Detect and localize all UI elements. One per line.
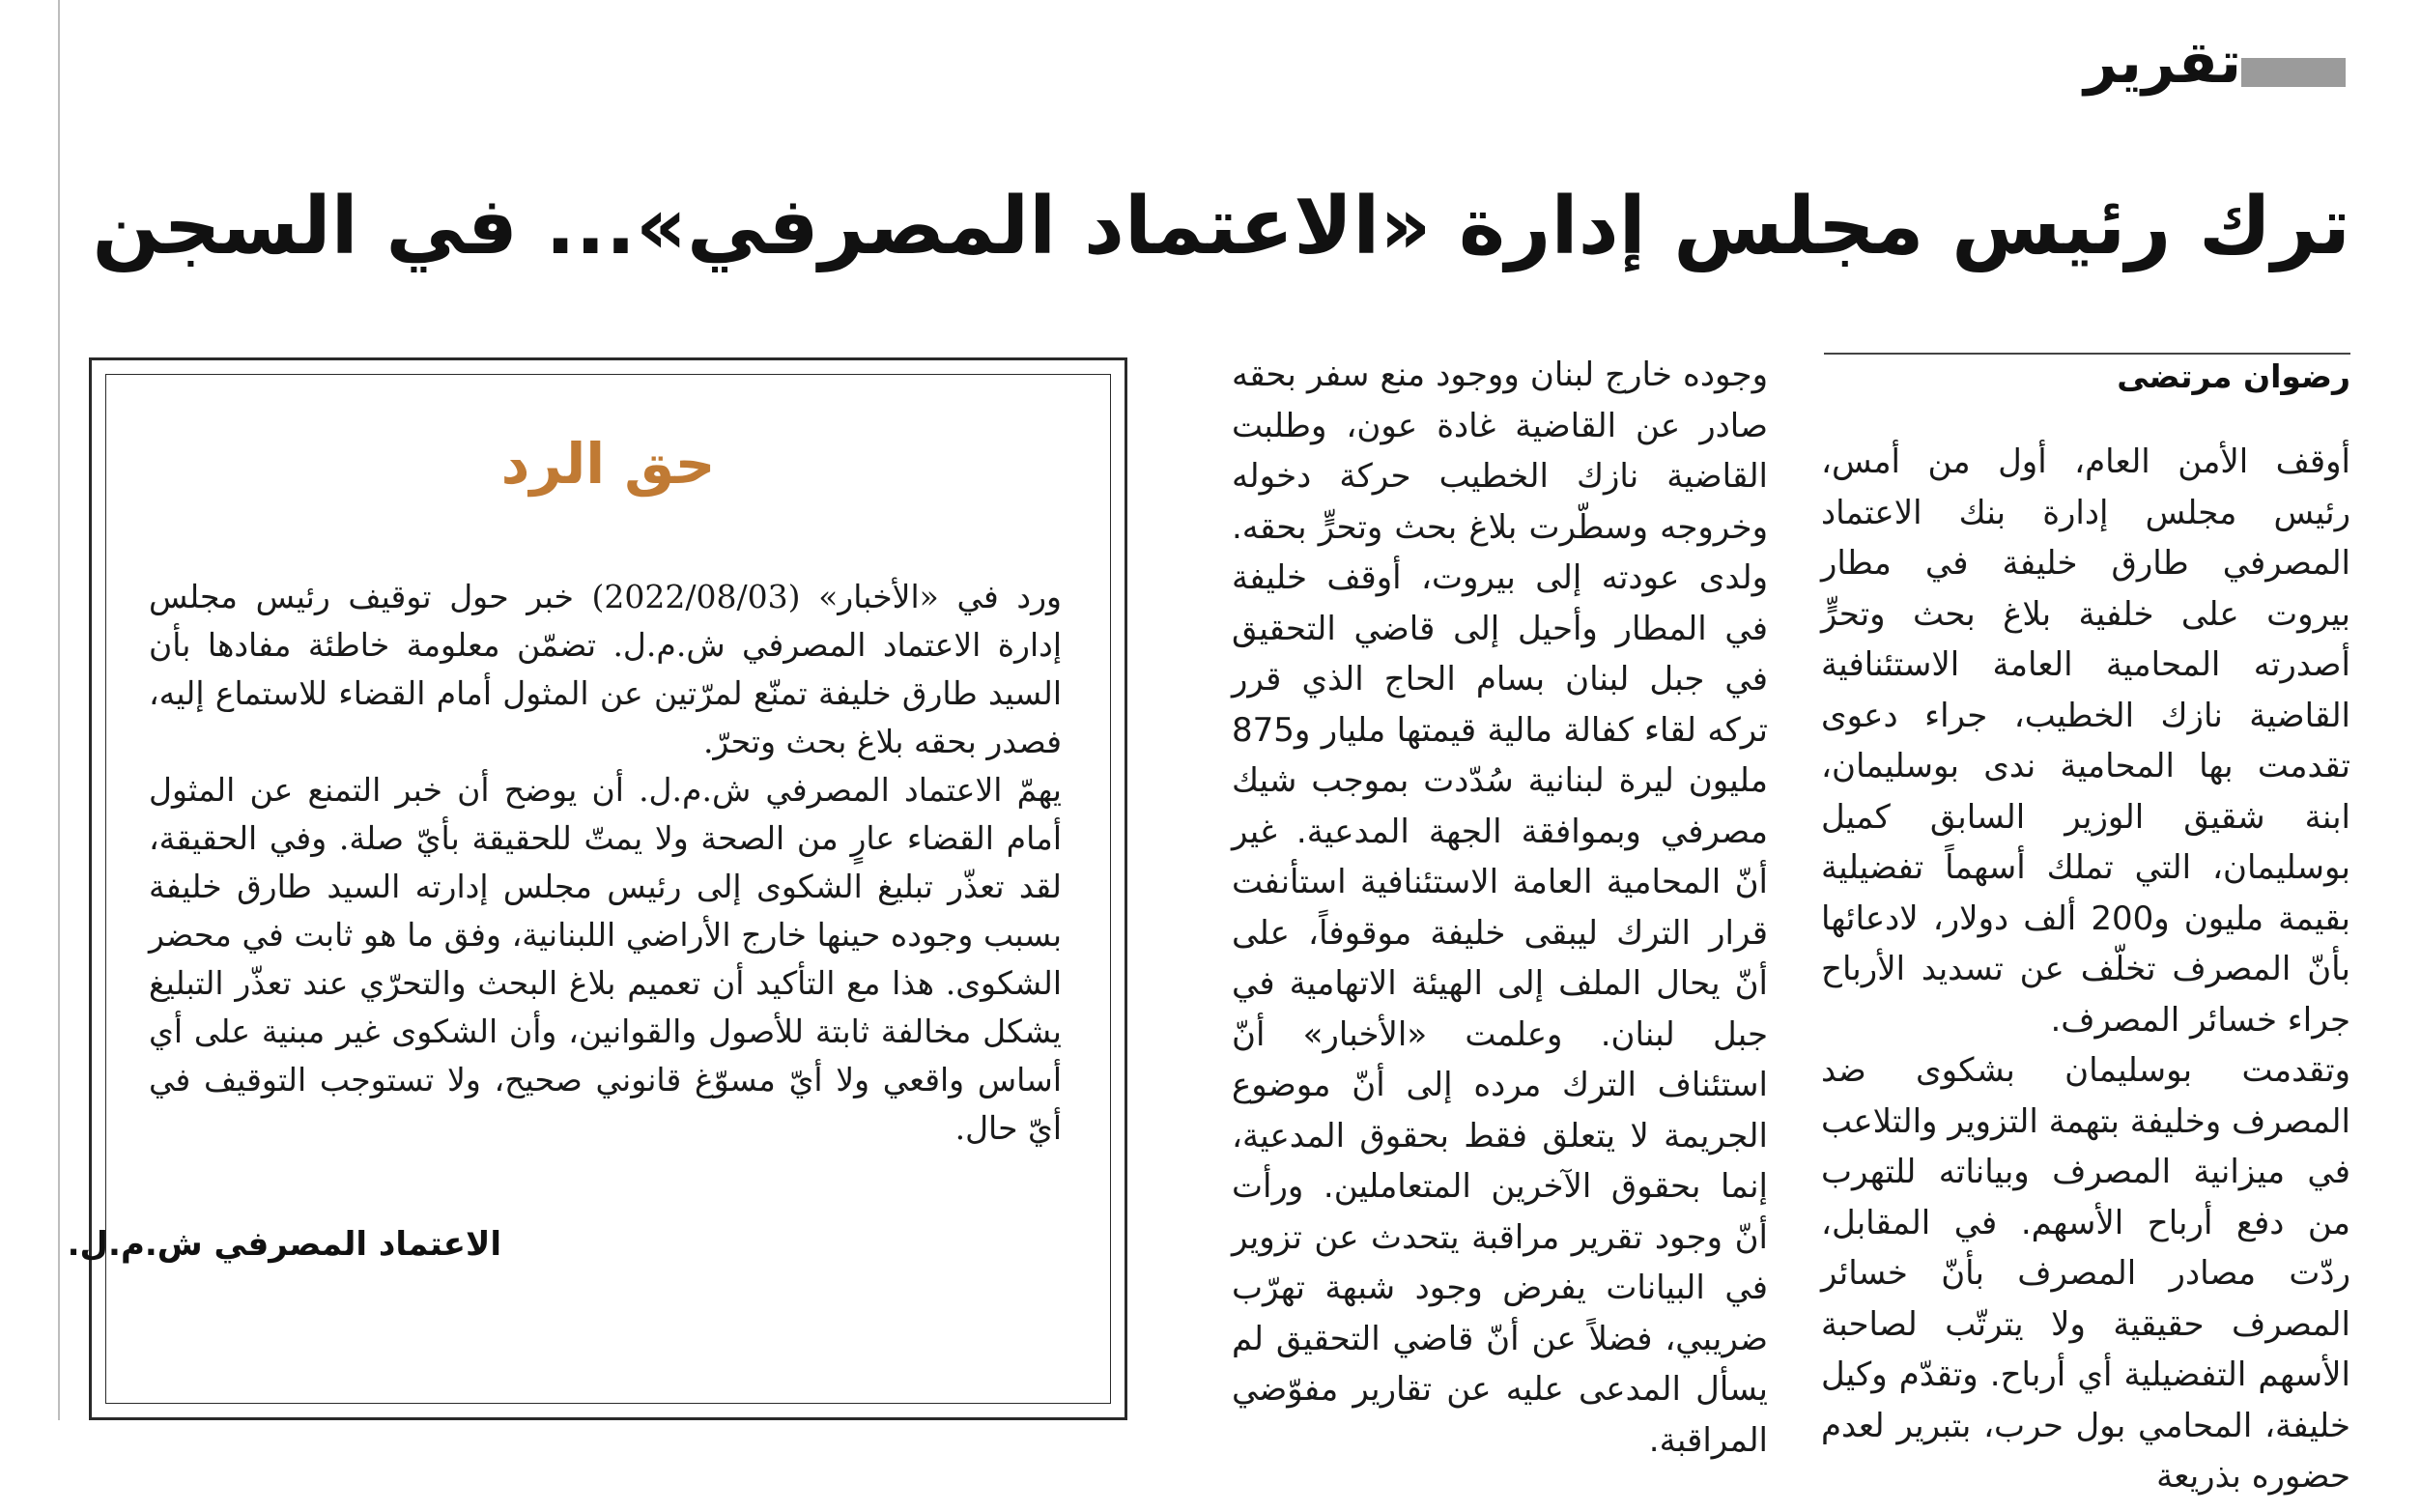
byline-rule xyxy=(1824,353,2350,355)
section-label: تقرير xyxy=(2084,29,2241,97)
reply-paragraph: ورد في «الأخبار» (2022/08/03) خبر حول توقيف رئيس مجلس إدارة الاعتماد المصرفي ش.م.ل. تضمّن معلومة خاطئة مفادها بأن السيد طارق خليفة تمنّع لمرّتين عن المثول أمام القضاء للاستماع إليه، فصدر بحقه بلاغ بحث وتحرّ. xyxy=(149,578,1062,760)
headline: ترك رئيس مجلس إدارة «الاعتماد المصرفي»... في السجن xyxy=(92,181,2350,272)
article-paragraph: وجوده خارج لبنان ووجود منع سفر بحقه صادر عن القاضية غادة عون، وطلبت القاضية نازك الخطيب حركة دخوله وخروجه وسطّرت بلاغ بحث وتحرٍّ بحقه. ولدى عودته إلى بيروت، أوقف خليفة في المطار وأحيل إلى قاضي التحقيق في جبل لبنان بسام الحاج الذي قرر تركه لقاء كفالة مالية قيمتها مليار و875 مليون ليرة لبنانية سُدّدت بموجب شيك مصرفي وبموافقة الجهة المدعية. غير أنّ المحامية العامة الاستئنافية استأنفت قرار الترك ليبقى خليفة موقوفاً، على أنّ يحال الملف إلى الهيئة الاتهامية في جبل لبنان. وعلمت «الأخبار» أنّ استئناف الترك مرده إلى أنّ موضوع الجريمة لا يتعلق فقط بحقوق المدعية، إنما بحقوق الآخرين المتعاملين. ورأت أنّ وجود تقرير مراقبة يتحدث عن تزوير في البيانات يفرض وجود شبهة تهرّب ضريبي، فضلاً عن أنّ قاضي التحقيق لم يسأل المدعى عليه عن تقارير مفوّضي المراقبة. xyxy=(1232,356,1768,1460)
right-of-reply-box xyxy=(67,357,1127,1420)
reply-paragraph: يهمّ الاعتماد المصرفي ش.م.ل. أن يوضح أن خبر التمنع عن المثول أمام القضاء عارٍ من الصحة ولا يمتّ للحقيقة بأيّ صلة. وفي الحقيقة، لقد تعذّر تبليغ الشكوى إلى رئيس مجلس إدارته السيد طارق خليفة بسبب وجوده حينها خارج الأراضي اللبنانية، وفق ما هو ثابت في محضر الشكوى. هذا مع التأكيد أن تعميم بلاغ البحث والتحرّي عند تعذّر التبليغ يشكل مخالفة ثابتة للأصول والقوانين، وأن الشكوى غير مبنية على أي أساس واقعي ولا أيّ مسوّغ قانوني صحيح، ولا تستوجب التوقيف في أيّ حال. xyxy=(149,771,1062,1147)
article-column-middle xyxy=(1232,350,1768,1466)
right-of-reply-inner-frame xyxy=(67,374,1111,1404)
right-of-reply-title: حق الرد xyxy=(500,431,716,497)
article-column-right xyxy=(1821,437,2350,1502)
byline: رضوان مرتضى xyxy=(2117,357,2350,395)
article-paragraph: أوقف الأمن العام، أول من أمس، رئيس مجلس إدارة بنك الاعتماد المصرفي طارق خليفة في مطار بيروت على خلفية بلاغ بحث وتحرٍّ أصدرته المحامية العامة الاستئنافية القاضية نازك الخطيب، جراء دعوى تقدمت بها المحامية ندى بوسليمان، ابنة شقيق الوزير السابق كميل بوسليمان، التي تملك أسهماً تفضيلية بقيمة مليون و200 ألف دولار، لادعائها بأنّ المصرف تخلّف عن تسديد الأرباح جراء خسائر المصرف. xyxy=(1821,442,2350,1040)
reply-signature: الاعتماد المصرفي ش.م.ل. xyxy=(67,1225,501,1264)
right-of-reply-body xyxy=(149,573,1062,1153)
section-marker-bar xyxy=(2241,58,2346,87)
article-paragraph: وتقدمت بوسليمان بشكوى ضد المصرف وخليفة بتهمة التزوير والتلاعب في ميزانية المصرف وبياناته للتهرب من دفع أرباح الأسهم. في المقابل، ردّت مصادر المصرف بأنّ خسائر المصرف حقيقية ولا يترتّب لصاحبة الأسهم التفضيلية أي أرباح. وتقدّم وكيل خليفة، المحامي بول حرب، بتبرير لعدم حضوره بذريعة xyxy=(1821,1051,2350,1496)
